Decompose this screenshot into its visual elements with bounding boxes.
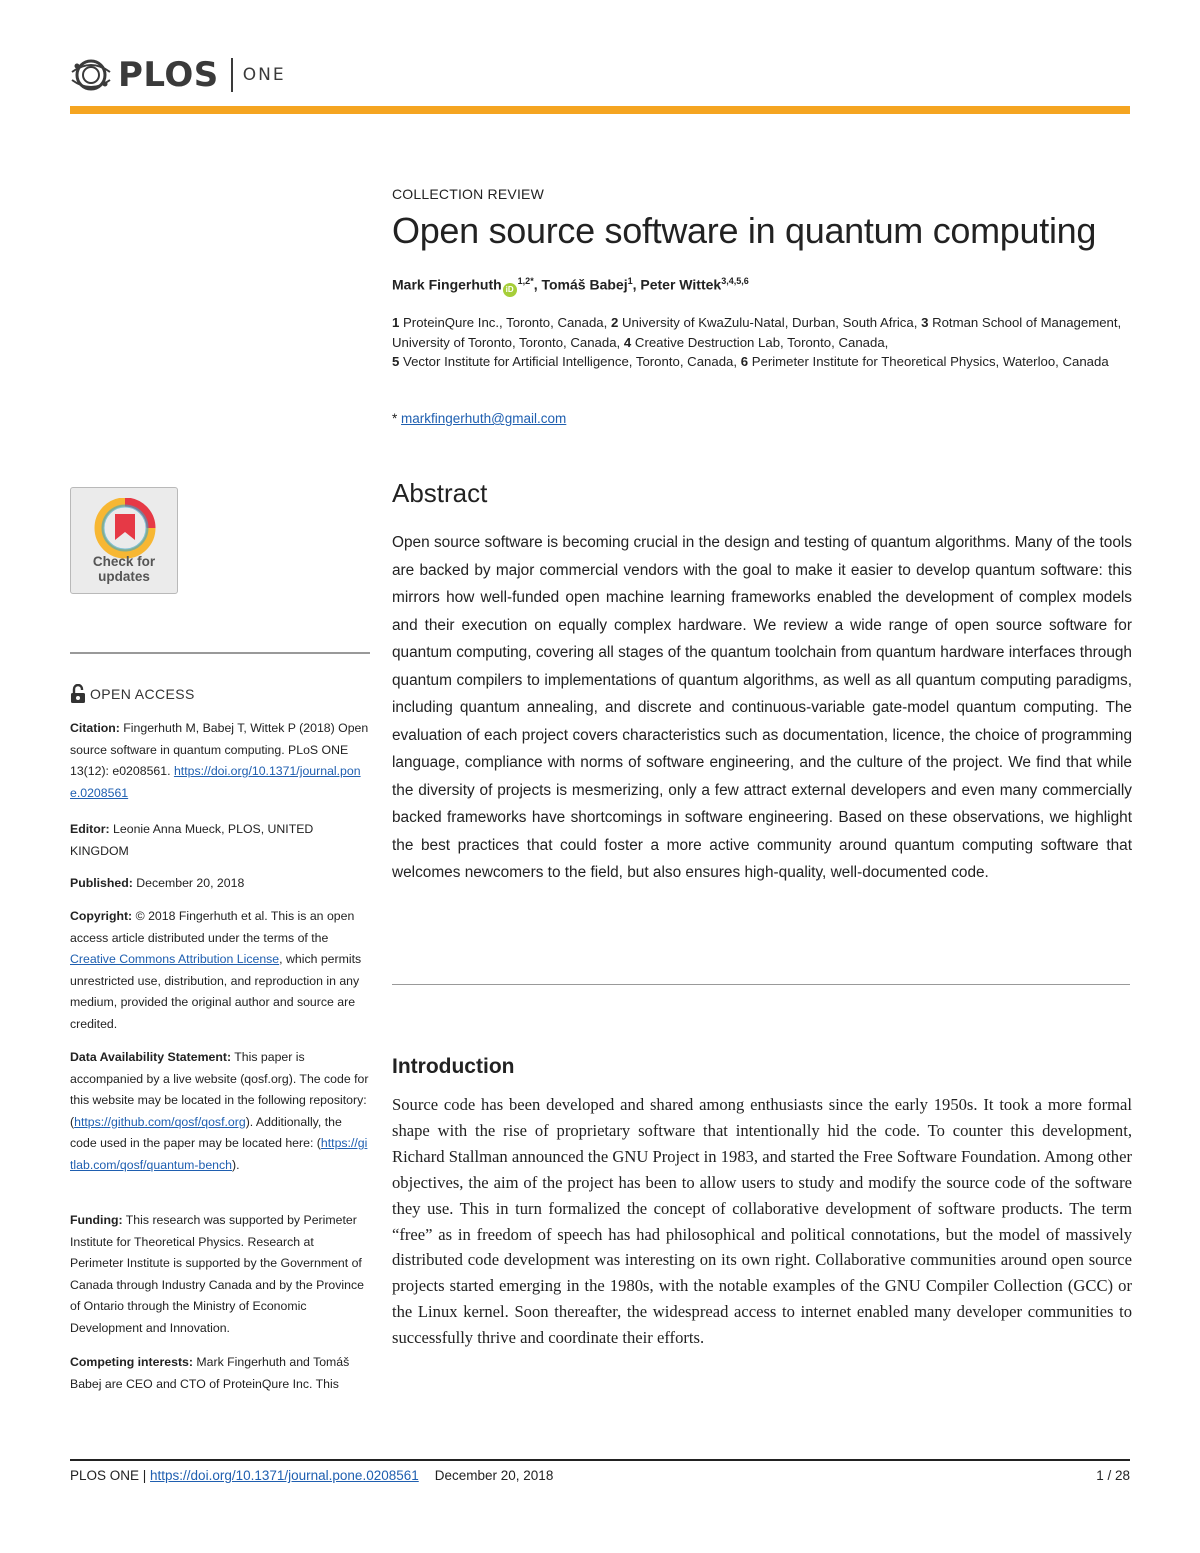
affiliation-number: 5 [392,354,400,369]
affiliation-number: 4 [623,334,632,350]
check-updates-line1: Check for [92,554,156,569]
abstract-text: Open source software is becoming crucial in the design and testing of quantum algorithms. Many of the tools are backed by major commercial vendors with the goal to make it easier to develop quantum software: this mirrors how well-funded open machine learning frameworks enabled the development of complex models and their execution on equally complex hardware. We review a wide range of open source software for quantum computing, covering all stages of the quantum toolchain from quantum hardware interfaces through quantum compilers to implementations of quantum algorithms, as well as all quantum computing paradigms, including quantum annealing, and discrete and continuous-variable gate-model quantum computing. The evaluation of each project covers characteristics such as documentation, licence, the choice of programming language, compliance with norms of software engineering, and the culture of the project. We find that while the diversity of projects is mesmerizing, only a few attract external developers and even many commercially backed frameworks have shortcomings in software engineering. Based on these observations, we highlight the best practices that could foster a more active community around quantum computing software that welcomes newcomers to the field, but also ensures high-quality, well-documented code. [392,534,1132,881]
author-name[interactable]: Tomáš Babej [541,276,628,293]
affiliation-number: 6 [740,354,749,369]
article-type: COLLECTION REVIEW [392,186,544,202]
funding-text: This research was supported by Perimeter Institute for Theoretical Physics. Research at Perimeter Institute is supported by the Government of Canada through Industry Canada and by the Province of Ontario through the Ministry of Economic Development and Innovation. [70,1213,364,1335]
data-availability-label: Data Availability Statement: [70,1050,232,1064]
affiliation-number: 3 [921,315,929,330]
affiliation-text: Rotman School of Management, University of Toronto, Toronto, Canada, [392,315,1122,350]
check-for-updates-icon [93,498,157,562]
corresponding-marker: * [392,411,398,426]
page-footer [70,1468,1130,1483]
sidebar-divider [70,652,370,654]
citation-label: Citation: [70,721,120,735]
data-availability-text: ). Additionally, the code used in the paper may be located here: ( [70,1114,342,1150]
competing-interests-text: Mark Fingerhuth and Tomáš Babej are CEO and CTO of ProteinQure Inc. This [70,1355,350,1391]
data-availability-text: This paper is accompanied by a live website (qosf.org). The code for this website may be located in the following repository: ( [70,1050,369,1129]
funding-block [70,1210,370,1339]
citation-text: Fingerhuth M, Babej T, Wittek P (2018) Open source software in quantum computing. PLoS ONE 13(12): e0208561. [70,721,369,778]
published-date: December 20, 2018 [136,876,245,890]
affiliation-text: Creative Destruction Lab, Toronto, Canada, [634,334,889,350]
footer-date: December 20, 2018 [434,1468,554,1483]
open-access-badge [70,684,195,704]
abstract-heading: Abstract [392,478,488,508]
corresponding-author [392,411,1132,426]
corresponding-marker: * [530,276,534,286]
footer-journal: PLOS ONE | [70,1468,151,1483]
data-availability-block [70,1047,370,1176]
check-for-updates-button[interactable] [70,487,178,594]
author-affiliation-sup: 3,4,5,6 [721,276,749,286]
author-list: Mark Fingerhuth $iD^{1,2*}$, Tomáš Babej$^1$, Peter Wittek$^{3,4,5,6}$ [392,276,1132,297]
published-block [70,873,370,895]
affiliation-number: 2 [610,315,619,330]
license-link[interactable]: Creative Commons Attribution License [70,952,280,966]
footer-divider [70,1459,1130,1461]
page-number: 1 / 28 [1096,1468,1130,1483]
introduction-heading: Introduction [392,1055,515,1078]
github-repo-link[interactable]: https://github.com/qosf/qosf.org [74,1114,246,1129]
copyright-text: © 2018 Fingerhuth et al. This is an open access article distributed under the terms of the [70,909,355,945]
author-affiliation-sup: 1,2 [517,276,531,286]
affiliation-text: University of KwaZulu-Natal, Durban, South Africa, [622,315,918,330]
affiliation-text: Perimeter Institute for Theoretical Physics, Waterloo, Canada [751,354,1109,369]
editor-block [70,819,370,862]
logo-journal: ONE [242,65,286,85]
author-name[interactable]: Mark Fingerhuth [392,276,502,293]
citation-doi-link[interactable]: https://doi.org/10.1371/journal.pone.0208561 [70,764,361,800]
footer-doi-link[interactable]: https://doi.org/10.1371/journal.pone.0208561 [150,1468,419,1483]
affiliations [392,313,1132,372]
competing-interests-block [70,1352,370,1395]
article-title: Open source software in quantum computing [392,210,1097,251]
plos-logo-icon [68,52,114,98]
copyright-block [70,906,370,1035]
plos-one-logo[interactable] [68,52,286,98]
affiliation-number: 1 [392,315,400,330]
affiliation-text: ProteinQure Inc., Toronto, Canada, [403,315,608,330]
copyright-label: Copyright: [70,909,133,923]
open-lock-icon [70,684,86,704]
published-label: Published: [70,876,133,890]
affiliation-text: Vector Institute for Artificial Intelligence, Toronto, Canada, [403,354,738,369]
gitlab-repo-link[interactable]: https://gitlab.com/qosf/quantum-bench [70,1136,368,1172]
introduction-text: Source code has been developed and shared among enthusiasts since the early 1950s. It took a more formal shape with the rise of proprietary software that intentionally hid the code. To counter this development, Richard Stallman announced the GNU Project in 1983, and started the Free Software Foundation. Among other objectives, the aim of the project has been to allow users to study and modify the source code of the software they use. This in turn formalized the concept of collaborative development of software products. The term “free” as in freedom of speech has had philosophical and political connotations, but the model of massively distributed code development was interesting on its own right. Collaborative communities around open source projects started emerging in the 1980s, with the notable examples of the GNU Compiler Collection (GCC) or the Linux kernel. Soon thereafter, the widespread access to internet enabled many developer communities to successfully thrive and coordinate their efforts. [392,1095,1132,1348]
author-name[interactable]: Peter Wittek [640,276,722,293]
data-availability-text: ). [232,1157,240,1172]
open-access-label: OPEN ACCESS [90,686,195,702]
citation-block [70,718,370,804]
logo-brand: PLOS [118,55,219,95]
funding-label: Funding: [70,1213,123,1227]
check-updates-line2: updates [98,569,150,584]
abstract-divider [392,984,1130,985]
editor-label: Editor: [70,822,110,836]
check-for-updates-label [71,554,177,584]
orcid-icon[interactable]: iD [503,283,517,297]
competing-interests-label: Competing interests: [70,1355,193,1369]
copyright-text-after: , which permits unrestricted use, distribution, and reproduction in any medium, provided the original author and source are credited. [70,952,362,1031]
editor-text: Leonie Anna Mueck, PLOS, UNITED KINGDOM [70,822,314,858]
email-link[interactable]: markfingerhuth@gmail.com [401,411,567,426]
header-accent-bar [70,106,1130,114]
logo-separator [231,58,233,92]
author-affiliation-sup: 1 [627,276,633,286]
